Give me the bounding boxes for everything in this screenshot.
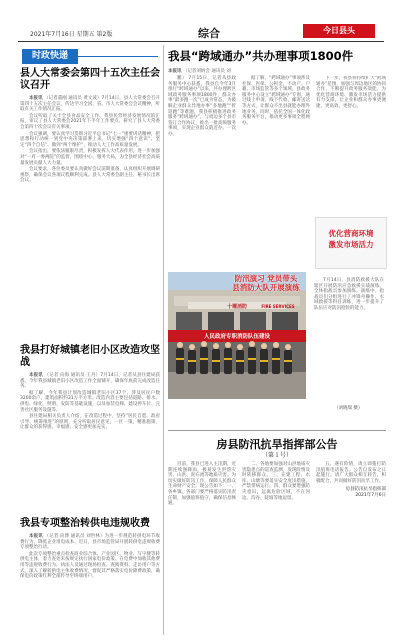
station-sign-en: FIRE SERVICES bbox=[261, 304, 295, 309]
byline-label: 本报讯 bbox=[29, 534, 43, 539]
announcement-date: 2021年7月6日 bbox=[355, 493, 386, 499]
article-title: 县人大常委会第四十五次主任会议召开 bbox=[20, 68, 160, 91]
article-body bbox=[20, 373, 160, 431]
announcement-columns bbox=[168, 462, 386, 508]
column-divider bbox=[163, 45, 164, 635]
byline-text: （记者 向海 通讯员 王丹）7月14日，记者从县住建局获悉，今年我县城镇老旧小区改造工作全面铺开，确保年底前完成改造任务。 bbox=[20, 373, 160, 390]
paragraph: 据了解，今年我县计划改造城镇老旧小区37个，涉及居民户数3200余户，建筑面积约31万平方米。改造内容主要包括道路、排水、供电、绿化、照明、安防等基础设施，以及加装电梯、建设停车位、完善社区服务设施等。 bbox=[20, 390, 160, 413]
announcement-title: 房县防汛抗旱指挥部公告 bbox=[216, 438, 338, 451]
photo-overlay-title bbox=[228, 274, 304, 292]
main-column-3 bbox=[316, 76, 386, 139]
announcement-column-1 bbox=[168, 462, 236, 508]
main-article-columns bbox=[168, 76, 386, 139]
announcement-column-3 bbox=[316, 462, 386, 508]
caption-text: 7月14日，县消防救援大队在辖区开展防汛应急救援实战演练，全体指战员参加演练。演练中，指战员们分组进行了冲锋舟操作、水域救援等科目训练，进一步提升了队伍应对防汛抢险的能力。 bbox=[314, 278, 384, 311]
photo-credit: （刘晓瑞 摄） bbox=[334, 406, 363, 411]
main-column-1 bbox=[168, 76, 236, 139]
paragraph: 五、遇有险情，请立即拨打防汛值班电话报告。公告自发布之日起施行。请广大群众相互转告，积极配合，共同做好防汛抗旱工作。 bbox=[316, 462, 386, 484]
paragraph: 此次专项整治重点检查商业综合体、产业园区、物业、写字楼等转供电主体，着力查处未按规定执行国家电价政策、在电费中加收其他费用等违规收费行为。执法人员通过现场检查、查阅资料、走访用户等方式，深入了解转供电主体收费情况，督促其严格落实电价降费政策，确保电价政策红利全部传导至终端用户。 bbox=[20, 551, 160, 580]
main-byline bbox=[168, 69, 386, 75]
article-title: 我县专项整治转供电违规收费 bbox=[20, 518, 150, 529]
banner-rule bbox=[78, 56, 158, 57]
byline-text: （记者刘炳会 通讯员 刘 bbox=[182, 69, 231, 74]
paragraph: 会议听取了关于全县食品安全工作、我县民营经济发展情况的汇报，审议了县人大常委会2021年下半年工作要点，研究了县人大常委会第四十次会议有关事项。 bbox=[20, 113, 160, 130]
main-column-2 bbox=[242, 76, 310, 139]
announcement-column-2 bbox=[242, 462, 310, 508]
slogan-line-1: 优化营商环境 bbox=[328, 229, 374, 238]
slogan-line-2: 激发市场活力 bbox=[328, 240, 374, 249]
article-body bbox=[20, 96, 160, 184]
announcement-divider bbox=[168, 430, 386, 431]
byline-text: （记者董刚 通讯员 黄文波）7月14日，县人大常委会召开第四十五次主任会议，传达学习全国、省、市人大常委会会议精神，听取有关工作情况汇报。 bbox=[20, 96, 161, 113]
header-divider bbox=[18, 41, 384, 42]
article-npc-meeting bbox=[20, 68, 160, 185]
fire-drill-photo bbox=[168, 272, 306, 399]
overlay-line-1: 防汛演习 党员带头 bbox=[234, 274, 298, 283]
paragraph: 鹏） 7月15日，记者从县政务服务中心获悉，我县自今年3月推行“跨域通办”以来，共办理跨区域政务服务事项1800件，群众办事“最多跑一次”已成为常态。为破解企业群众异地办事“多地跑”“折返跑”等难题，我县积极推进政务服务“跨域通办”，与周边多个县市签订合作协议，推出一批高频服务事项，实现企业群众就近办、一次办。 bbox=[168, 76, 236, 137]
paragraph: 二、各地要加强对山洪地质灾害隐患点的巡查监测，发现险情及时转移群众。三、在建工程、水库、山塘等要落实安全度汛措施，严禁带病运行。四、群众要增强防灾意识，远离危险区域，不在河边、沟谷、陡坡等地逗留。 bbox=[242, 462, 310, 501]
paragraph: 县住建局相关负责人介绍，在改造过程中，坚持“居民自愿、政府引导、统筹推进”的原则，充分听取居民意见，一区一策，精准施策，让群众的获得感、幸福感、安全感更加充实。 bbox=[20, 414, 160, 431]
overlay-line-2: 县消防大队开展演练 bbox=[232, 283, 300, 292]
paragraph: 目前，我县已进入主汛期，近期连续强降雨，极易发生洪涝灾害、山洪、泥石流等地质灾害。为切实做好防汛工作，保障人民群众生命财产安全，现公告如下：一、各乡镇、各部门要严格落实防汛责任制，加强值班值守，确保信息畅通。 bbox=[168, 462, 236, 507]
paragraph: 下一步，我县将持续扩大“跨域通办”范围，加强与周边地区的协同合作，不断提升政务服务效能，为优化营商环境、激发市场活力提供有力支撑，让企业和群众办事更便捷、更高效、更舒心。 bbox=[316, 76, 386, 109]
article-title: 我县打好城镇老旧小区改造攻坚战 bbox=[20, 345, 160, 368]
paragraph: 据了解，“跨域通办”事项涉及社保、医保、公积金、不动产、户籍、市场监管等多个领域。县政务服务中心设立“跨域通办”专窗，通过线上申请、线下代收、邮寄送达等方式，让群众不出县就能办理外地业务。同时，依托全国一体化政务服务平台，推动更多事项全程网办。 bbox=[242, 76, 310, 126]
byline-label: 本报讯 bbox=[168, 69, 182, 74]
announcement-signature: 房县防汛抗旱指挥部 bbox=[345, 487, 386, 493]
paragraph: 会议强调，要认真学习贯彻习近平总书记“七一”重要讲话精神，把思想和行动统一到党中央决策部署上来，切实增强“四个意识”、坚定“四个自信”、做到“两个维护”，推动人大工作高质量发展。 bbox=[20, 131, 160, 148]
main-headline: 我县“跨域通办”共办理事项1800件 bbox=[168, 49, 354, 63]
article-old-housing bbox=[20, 345, 160, 432]
byline-label: 本报讯 bbox=[29, 96, 43, 101]
banner-cloth: 人民政府专职消防队伍建设 bbox=[203, 334, 271, 340]
newspaper-logo: 今日县头 bbox=[303, 24, 375, 38]
photo-caption bbox=[314, 278, 384, 313]
paragraph: 会议指出，要依法履职尽责，积极发挥人大代表作用，进一步加强对“一府一委两院”的监督，围绕中心、服务大局，为全县经济社会高质量发展贡献人大力量。 bbox=[20, 149, 160, 166]
announcement-number: （第１号） bbox=[261, 452, 292, 459]
article-body bbox=[20, 534, 160, 580]
paragraph: 会议要求，各位委员要认真做好会议前期准备，认真组织开展调研视察，确保会议各项议程顺利完成。县人大常委会副主任、秘书长出席会议。 bbox=[20, 167, 160, 184]
news-banner: 时政快递 bbox=[22, 49, 78, 64]
article-power-fees bbox=[20, 518, 160, 581]
station-sign: 十堰消防 bbox=[226, 304, 248, 310]
issue-date: 2021年7月16日 星期五 第2版 bbox=[30, 31, 113, 38]
slogan-box bbox=[315, 217, 387, 269]
section-title: 综合 bbox=[198, 27, 220, 40]
byline-text: （记者 向博 通讯员 刘世林）为进一步规范转供电环节收费行为，降低企业用电成本，近日，县市场监管局开展转供电违规收费专项整治行动。 bbox=[20, 534, 161, 551]
byline-label: 本报讯 bbox=[29, 373, 43, 378]
